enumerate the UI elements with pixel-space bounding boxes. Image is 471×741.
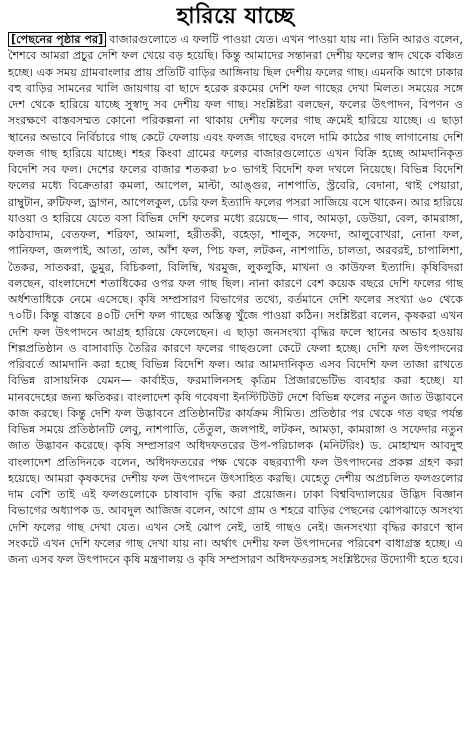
article-headline: হারিয়ে যাচ্ছে — [176, 4, 295, 29]
article-body-paragraph — [8, 32, 463, 732]
article-body-text: বাজারগুলোতে এ ফলটি পাওয়া যেত। এখন পাওয়া যায় না। তিনি আরও বলেন, শৈশবে আমরা প্রচুর দেশি ফল খেয়ে বড় হয়েছি। কিন্তু আমাদের সন্তানরা দেশীয় ফলের স্বাদ থেকে বঞ্চিত হচ্ছে। এক সময় গ্রামবাংলার প্রায় প্রতিটি বাড়ির আঙ্গিনায় ছিল দেশীয় ফলের গাছ। এমনকি আগে ঢাকার বহু বাড়ির সামনের খালি জায়গায় বা ছাদে হরেক রকমের দেশি ফল গাছের দেখা মিলত। সময়ের সঙ্গে দেশ থেকে হারিয়ে যাচ্ছে সুস্বাদু সব দেশীয় ফল গাছ। সংশ্লিষ্টরা বলছেন, ফলের উৎপাদন, বিপণন ও সংরক্ষণে বাস্তবসম্মত কোনো পরিকল্পনা না থাকায় দেশীয় ফলের গাছ ক্রমেই হারিয়ে যাচ্ছে। এ ছাড়া স্থানের অভাবে নির্বিচারে গাছ কেটে ফেলায় এবং ফলজ গাছের বদলে দামি কাঠের গাছ লাগানোয় দেশি ফলজ গাছ হারিয়ে যাচ্ছে। শহর কিংবা গ্রামের ফলের বাজারগুলোতে এখন বিক্রি হচ্ছে আমদানিকৃত বিদেশি সব ফল। দেশের ফলের বাজার শতকরা ৮০ ভাগই বিদেশি ফল দখলে নিয়েছে। বিভিন্ন বিদেশি ফলের মধ্যে বিক্রেতারা কমলা, আপেল, মাল্টা, আঙ্গুর, নাশপাতি, স্ট্রবেরি, বেদানা, থাই পেয়ারা, রাম্বুটান, রুটিফল, ড্রাগন, আপেলকুল, চেরি ফল ইত্যাদি ফলের পসরা সাজিয়ে বসে থাকেন। আর হারিয়ে যাওয়া ও হারিয়ে যেতে বসা বিভিন্ন দেশি ফলের মধ্যে রয়েছে— গাব, আমড়া, ডেউয়া, বেল, কামরাঙ্গা, কাঠবাদাম, বেতফল, শরিফা, আমলা, হরীতকী, বহেড়া, শালুক, সফেদা, আলুবোখরা, নোনা ফল, পানিফল, জলপাই, আতা, তাল, আঁশ ফল, পিচ ফল, লটকন, নাশপাতি, চালতা, অরবরই, চাপালিশা, তৈকর, সাতকরা, ডুমুর, বিচিকলা, বিলিম্বি, খরমুজ, লুকলুকি, মাখনা ও কাউফল ইত্যাদি। কৃষিবিদরা বলছেন, বাংলাদেশে শতাধিকের ওপর ফল গাছ ছিল। নানা কারণে বেশ কয়েক বছরে দেশি ফলের গাছ অর্ধশতাধিকে নেমে এসেছে। কৃষি সম্প্রসারণ বিভাগের তথ্যে, বর্তমানে দেশি ফলের সংখ্যা ৬০ থেকে ৭০টি। কিন্তু বাস্তবে ৪০টি দেশি ফল গাছের অস্তিত্ব খুঁজে পাওয়া কঠিন। সংশ্লিষ্টরা বলেন, কৃষকরা এখন দেশি ফল উৎপাদনে আগ্রহ হারিয়ে ফেলেছেন। এ ছাড়া জনসংখ্যা বৃদ্ধির ফলে স্থানের অভাব হওয়ায় শিল্পপ্রতিষ্ঠান ও বাসাবাড়ি তৈরির কারণে ফলের গাছগুলো কেটে ফেলা হচ্ছে। দেশি ফল উৎপাদনের পরিবর্তে আমদানি করা হচ্ছে বিভিন্ন বিদেশি ফল। আর আমদানিকৃত এসব বিদেশি ফল তাজা রাখতে বিভিন্ন রাসায়নিক যেমন— কার্বাইড, ফরমালিনসহ কৃত্রিম প্রিজারভেটিভ ব্যবহার করা হচ্ছে। যা মানবদেহের জন্য ক্ষতিকর। বাংলাদেশ কৃষি গবেষণা ইনস্টিটিউট দেশে বিভিন্ন ফলের নতুন জাত উদ্ভাবনে কাজ করছে। কিন্তু দেশি ফল উদ্ভাবনে প্রতিষ্ঠানটির কার্যক্রম সীমিত। প্রতিষ্ঠার পর থেকে গত বছর পর্যন্ত বিভিন্ন সময়ে প্রতিষ্ঠানটি লেবু, নাশপাতি, তেঁতুল, জলপাই, লটকন, আমড়া, কামরাঙ্গা ও সফেদার নতুন জাত উদ্ভাবন করেছে। কৃষি সম্প্রসারণ অধিদফতরের উপ-পরিচালক (মনিটরিং) ড. মোহাম্মদ আবদুহু বাংলাদেশ প্রতিদিনকে বলেন, অধিদফতরের পক্ষ থেকে বছরব্যাপী ফল উৎপাদনের প্রকল্প গ্রহণ করা হয়েছে। আমরা কৃষকদের দেশীয় ফল উৎপাদনে উৎসাহিত করছি। যেহেতু দেশীয় অপ্রচলিত ফলগুলোর দাম বেশি তাই এই ফলগুলোকে চাষাবাদ বৃদ্ধি করা প্রয়োজন। ঢাকা বিশ্ববিদ্যালয়ের উদ্ভিদ বিজ্ঞান বিভাগের অধ্যাপক ড. আবদুল আজিজ বলেন, আগে গ্রাম ও শহরে বাড়ির পেছনের ঝোপঝাড়ে অসংখ্য দেশি ফলের গাছ দেখা যেত। এখন সেই ঝোপ নেই, তাই গাছও নেই। জনসংখ্যা বৃদ্ধির কারণে স্থান সংকটে এখন দেশি ফলের গাছ দেখা যায় না। অর্থাৎ দেশীয় ফল উৎপাদনের পরিবেশ বাধাগ্রস্ত হচ্ছে। এ জন্য এসব ফল উৎপাদনে কৃষি মন্ত্রণালয় ও কৃষি সম্প্রসারণ অধিদফতরসহ সংশ্লিষ্টদের উদ্যোগী হতে হবে। — [8, 33, 463, 566]
continuation-tag: [পেছনের পৃষ্ঠার পর] — [8, 32, 106, 47]
